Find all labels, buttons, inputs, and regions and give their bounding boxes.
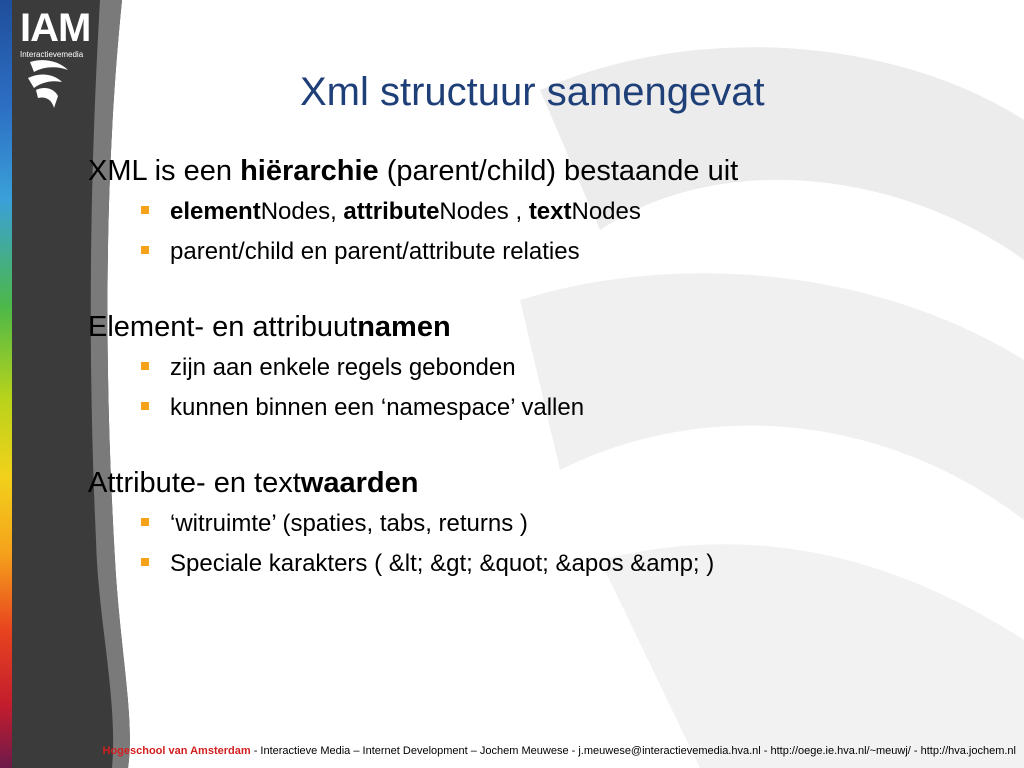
square-bullet-icon <box>141 558 149 566</box>
bullet-text: Nodes, <box>260 198 344 225</box>
bullet-item <box>170 544 988 584</box>
bullet-text: Nodes <box>571 198 641 225</box>
bullet-item <box>170 232 988 272</box>
logo-subtitle: Interactievemedia <box>20 50 84 59</box>
heading-text: XML is een <box>88 155 241 187</box>
heading-text: (parent/child) bestaande uit <box>378 155 739 187</box>
bullet-text: parent/child en parent/attribute relaties <box>170 238 580 265</box>
bullet-emphasis: element <box>170 198 261 225</box>
bullet-item <box>170 192 988 232</box>
slide-title: Xml structuur samengevat <box>300 70 765 114</box>
bullet-item <box>170 388 988 428</box>
square-bullet-icon <box>141 246 149 254</box>
slide-body <box>88 150 988 584</box>
bullet-emphasis: attribute <box>343 198 440 225</box>
bullet-text: kunnen binnen een ‘namespace’ vallen <box>170 394 585 421</box>
heading-emphasis: namen <box>357 311 451 343</box>
bullet-text: Nodes , <box>439 198 529 225</box>
section-heading-values <box>88 462 988 504</box>
logo-text: IAM <box>20 6 91 50</box>
square-bullet-icon <box>141 518 149 526</box>
heading-emphasis: hiërarchie <box>240 155 379 187</box>
heading-emphasis: waarden <box>300 467 419 499</box>
footer-credits: - Interactieve Media – Internet Development – Jochem Meuwese - j.meuwese@interactievemedia.hva.nl - http://oege.ie.hva.nl/~meuwj/ - http://hva.jochem.nl <box>250 745 1016 757</box>
iam-logo <box>20 8 100 59</box>
bullet-text: zijn aan enkele regels gebonden <box>170 354 516 381</box>
bullet-item <box>170 504 988 544</box>
section-heading-hierarchy <box>88 150 988 192</box>
heading-text: Element- en attribuut <box>88 311 358 343</box>
heading-text: Attribute- en text <box>88 467 301 499</box>
footer-school: Hogeschool van Amsterdam <box>102 745 251 757</box>
bullet-text: Speciale karakters ( &lt; &gt; &quot; &apos &amp; ) <box>170 550 715 577</box>
bullet-item <box>170 348 988 388</box>
square-bullet-icon <box>141 362 149 370</box>
square-bullet-icon <box>141 402 149 410</box>
section-heading-names <box>88 306 988 348</box>
bullet-emphasis: text <box>528 198 572 225</box>
slide-footer <box>0 745 1016 757</box>
color-stripe <box>0 0 12 768</box>
bird-logo-icon <box>24 58 72 110</box>
bullet-text: ‘witruimte’ (spaties, tabs, returns ) <box>170 510 528 537</box>
square-bullet-icon <box>141 206 149 214</box>
